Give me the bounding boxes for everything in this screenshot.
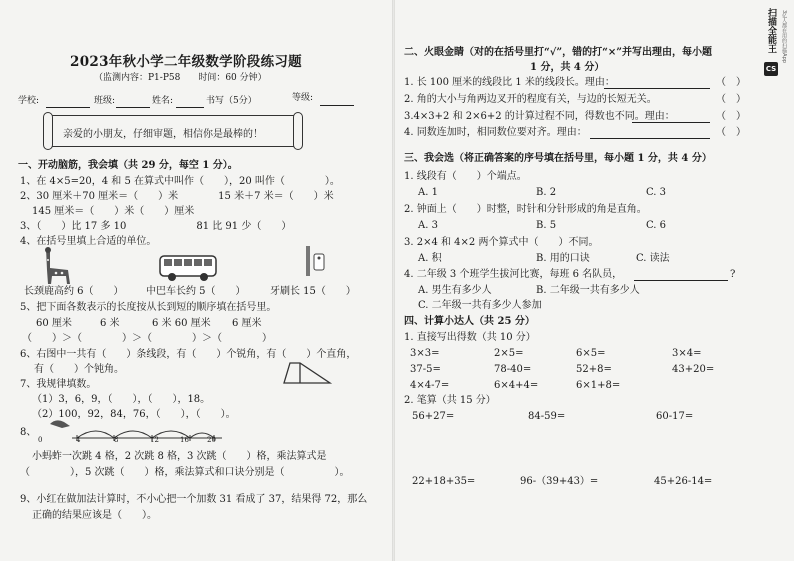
section3-title: 三、我会选（将正确答案的序号填在括号里，每小题 1 分，共 4 分） <box>404 153 712 164</box>
question-8-label: 8、 <box>20 427 37 438</box>
judge-1-bracket[interactable]: （ ） <box>716 77 746 88</box>
page-fold <box>392 0 395 561</box>
choice-1: 1. 线段有（ ）个端点。 <box>404 171 527 182</box>
cs-logo-icon: CS <box>764 62 778 76</box>
option[interactable]: C. 读法 <box>636 253 670 264</box>
class-field[interactable] <box>116 96 150 108</box>
oral-item: 3×3= <box>410 348 440 359</box>
judge-2: 2. 角的大小与角两边叉开的程度有关，与边的长短无关。 <box>404 94 657 105</box>
oral-item: 3×4= <box>672 348 702 359</box>
greeting-banner <box>48 115 298 147</box>
scanner-brand: 扫描全能王 <box>766 8 776 53</box>
question-6a: 6、右图中一共有（ ）条线段，有（ ）个锐角，有（ ）个直角， <box>20 349 357 360</box>
written-calc-title: 2. 笔算（共 15 分） <box>404 395 496 406</box>
question-4: 4、在括号里填上合适的单位。 <box>20 236 157 247</box>
tick-label: 0 <box>38 436 43 444</box>
toothbrush-icon <box>300 244 328 280</box>
oral-item: 52+8= <box>576 364 612 375</box>
question-9a: 9、小红在做加法计算时，不小心把一个加数 31 看成了 37，结果得 72，那么 <box>20 494 368 505</box>
tick-label: 16 <box>180 436 189 444</box>
answer-line[interactable] <box>634 270 728 281</box>
bus-icon <box>158 252 218 282</box>
option[interactable]: A. 男生有多少人 <box>418 285 492 296</box>
question-7-2: （2）100，92，84，76，（ ），（ ）。 <box>32 409 236 420</box>
section2-title: 二、火眼金睛（对的在括号里打“√”，错的打“×”并写出理由，每小题 <box>404 47 712 58</box>
oral-item: 6×4+4= <box>494 380 539 391</box>
written-item: 45+26-14= <box>654 476 713 487</box>
question-8a: 小蚂蚱一次跳 4 格，2 次跳 8 格，3 次跳（ ）格，乘法算式是 <box>32 451 327 462</box>
question-2b: 145 厘米＝（ ）米（ ）厘米 <box>32 206 195 217</box>
option[interactable]: A. 积 <box>418 253 442 264</box>
giraffe-icon <box>38 246 78 286</box>
tick-label: 20 <box>207 436 216 444</box>
oral-item: 6×1+8= <box>576 380 621 391</box>
question-8b: （ ），5 次跳（ ）格，乘法算式和口诀分别是（ ）。 <box>20 467 350 478</box>
option[interactable]: B. 5 <box>536 220 557 231</box>
question-5: 5、把下面各数表示的长度按从长到短的顺序填在括号里。 <box>20 302 277 313</box>
written-item: 84-59= <box>528 411 566 422</box>
school-label: 学校: <box>18 96 40 106</box>
oral-item: 6×5= <box>576 348 606 359</box>
greeting-text: 亲爱的小朋友，仔细审题，相信你是最棒的！ <box>63 129 263 140</box>
tick-label: 12 <box>150 436 159 444</box>
tick-label: 4 <box>76 436 81 444</box>
judge-3: 3.4×3+2 和 2×6+2 的计算过程不同，得数也不同。理由： <box>404 111 675 122</box>
q5-value: 6 米 <box>100 318 120 329</box>
written-item: 22+18+35= <box>412 476 476 487</box>
q5-value: 6 厘米 <box>232 318 262 329</box>
grade-label: 等级: <box>292 93 314 103</box>
reason-line[interactable] <box>604 78 710 89</box>
option[interactable]: B. 2 <box>536 187 557 198</box>
judge-4-bracket[interactable]: （ ） <box>716 127 746 138</box>
choice-2: 2. 钟面上（ ）时整，时针和分针形成的角是直角。 <box>404 204 647 215</box>
option[interactable]: C. 6 <box>646 220 667 231</box>
question-9b: 正确的结果应该是（ ）。 <box>32 510 157 521</box>
grade-field[interactable] <box>320 94 354 106</box>
question-1: 1、在 4×5=20，4 和 5 在算式中叫作（ ），20 叫作（ ）。 <box>20 176 340 187</box>
class-label: 班级: <box>94 96 116 106</box>
q5-order: （ ）＞（ ）＞（ ）＞（ ） <box>22 333 272 344</box>
judge-2-bracket[interactable]: （ ） <box>716 94 746 105</box>
exam-scope: （监测内容：P1-P58 时间：60 分钟） <box>94 73 267 83</box>
writing-label: 书写（5分） <box>206 96 257 106</box>
question-7: 7、我规律填数。 <box>20 379 97 390</box>
question-mark: ? <box>730 269 736 280</box>
q4-bus: 中巴车长约 5（ ） <box>146 286 246 297</box>
option[interactable]: A. 3 <box>418 220 438 231</box>
reason-line[interactable] <box>632 112 710 123</box>
grasshopper-icon <box>50 420 70 428</box>
name-label: 姓名: <box>152 96 174 106</box>
section4-title: 四、计算小达人（共 25 分） <box>404 316 535 327</box>
q5-value: 60 厘米 <box>36 318 72 329</box>
option[interactable]: C. 二年级一共有多少人参加 <box>418 300 542 311</box>
tick-label: 8 <box>114 436 119 444</box>
school-field[interactable] <box>46 96 90 108</box>
option[interactable]: B. 用的口诀 <box>536 253 590 264</box>
scanner-tagline: 3亿人都在用的扫描App <box>781 10 787 63</box>
question-3: 3、（ ）比 17 多 10 81 比 91 少（ ） <box>20 221 292 232</box>
trapezoid-figure <box>280 360 336 386</box>
section1-title: 一、开动脑筋，我会填（共 29 分，每空 1 分）。 <box>18 160 238 171</box>
oral-item: 2×5= <box>494 348 524 359</box>
question-7-1: （1）3，6，9，（ ），（ ），18。 <box>32 394 211 405</box>
judge-4: 4. 同数连加时，相同数位要对齐。理由： <box>404 127 587 138</box>
written-item: 60-17= <box>656 411 694 422</box>
written-item: 56+27= <box>412 411 455 422</box>
judge-1: 1. 长 100 厘米的线段比 1 米的线段长。理由： <box>404 77 615 88</box>
oral-item: 37-5= <box>410 364 441 375</box>
q4-giraffe: 长颈鹿高约 6（ ） <box>24 286 124 297</box>
q4-toothbrush: 牙刷长 15（ ） <box>270 286 356 297</box>
question-2a: 2、30 厘米＋70 厘米＝（ ）米 15 米＋7 米＝（ ）米 <box>20 191 334 202</box>
option[interactable]: B. 二年级一共有多少人 <box>536 285 640 296</box>
option[interactable]: A. 1 <box>418 187 438 198</box>
option[interactable]: C. 3 <box>646 187 667 198</box>
q5-value: 6 米 60 厘米 <box>152 318 211 329</box>
question-6b: 有（ ）个钝角。 <box>34 364 124 375</box>
oral-item: 43+20= <box>672 364 715 375</box>
oral-item: 4×4-7= <box>410 380 450 391</box>
oral-calc-title: 1. 直接写出得数（共 10 分） <box>404 332 536 343</box>
reason-line[interactable] <box>590 128 710 139</box>
choice-4: 4. 二年级 3 个班学生拔河比赛，每班 6 名队员， <box>404 269 623 280</box>
choice-3: 3. 2×4 和 4×2 两个算式中（ ）不同。 <box>404 237 599 248</box>
written-item: 96-（39+43）= <box>520 476 599 487</box>
oral-item: 78-40= <box>494 364 532 375</box>
judge-3-bracket[interactable]: （ ） <box>716 111 746 122</box>
section2-title-cont: 1 分，共 4 分） <box>530 62 605 73</box>
name-field[interactable] <box>176 96 204 108</box>
page-title: 2023年秋小学二年级数学阶段练习题 <box>70 54 302 70</box>
